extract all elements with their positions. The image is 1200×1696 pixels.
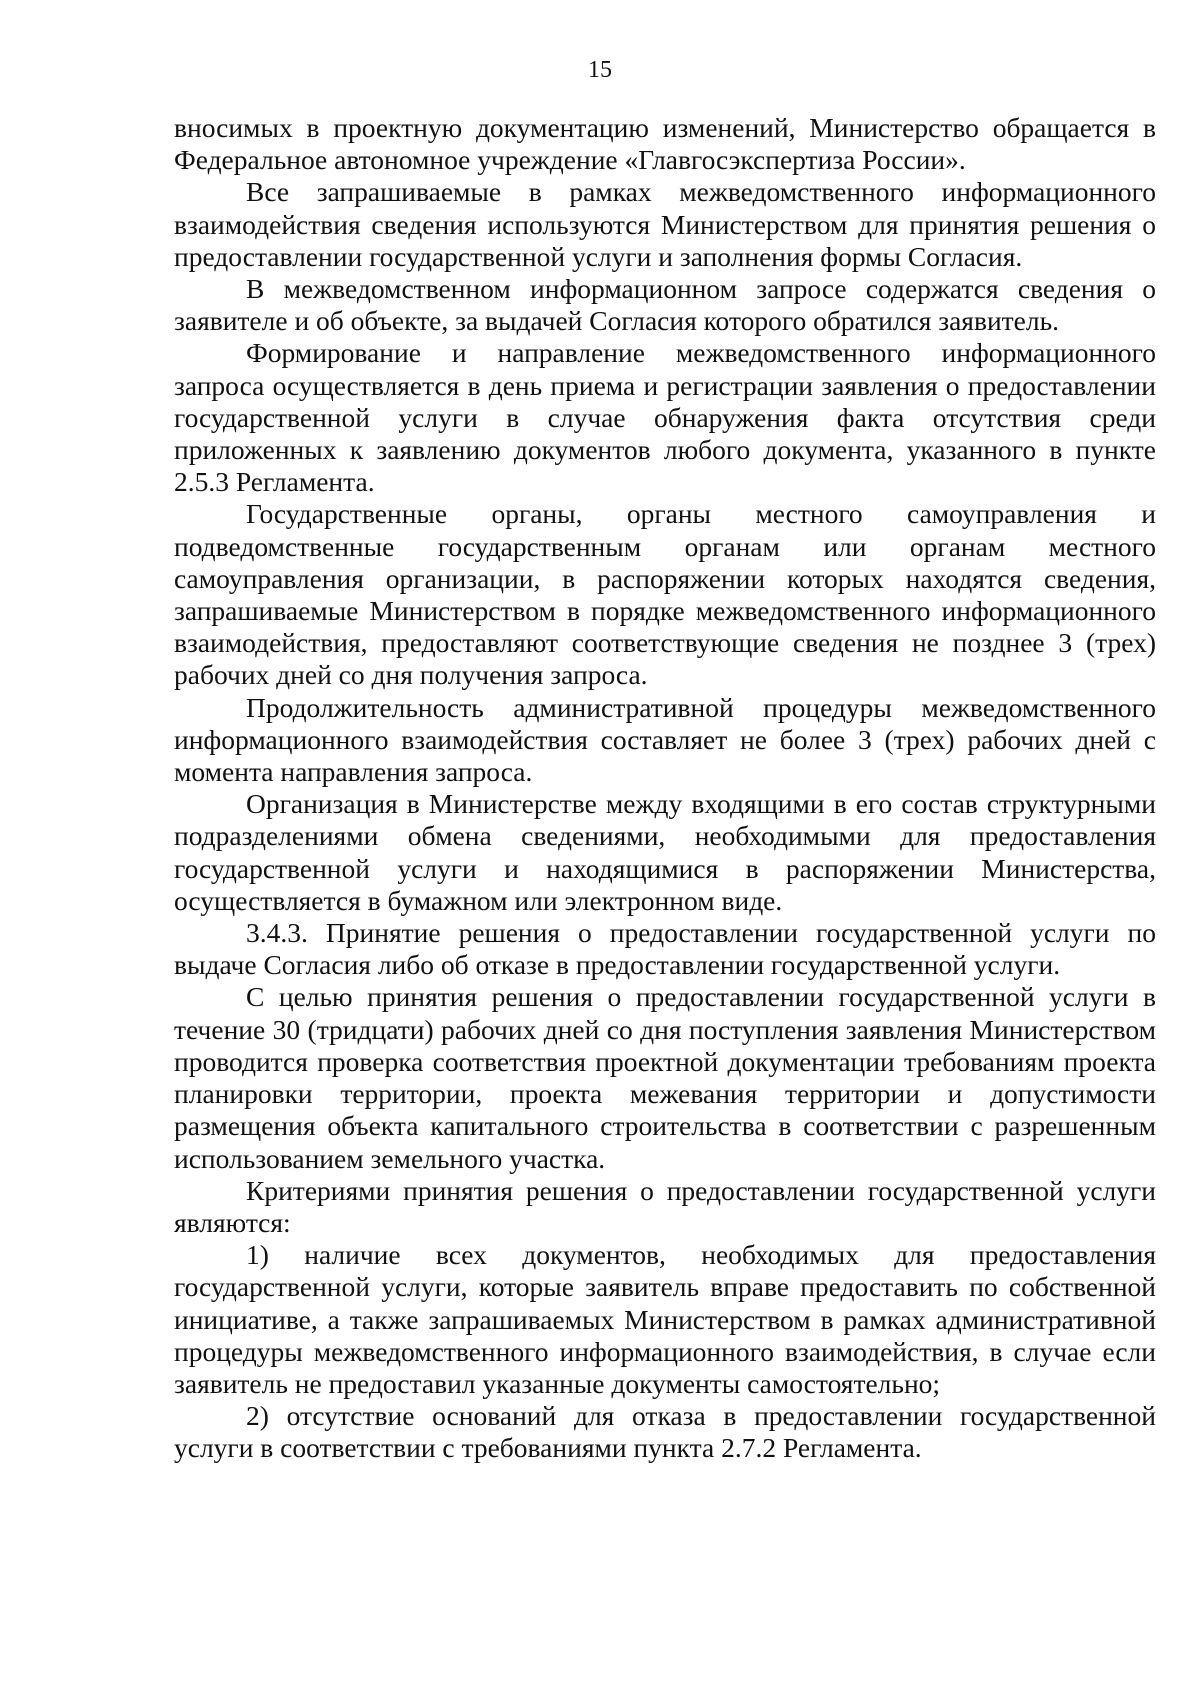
list-item-1: 1) наличие всех документов, необходимых для предоставления государственной услуги, которые заявитель вправе предоставить по собственной инициативе, а также запрашиваемых Министерством в рамках административной процедуры межведомственного информационного взаимодействия, в случае если заявитель не предоставил указанные документы самостоятельно; <box>174 1239 1156 1399</box>
paragraph: Критериями принятия решения о предоставлении государственной услуги являются: <box>174 1174 1156 1238</box>
paragraph: Продолжительность административной процедуры межведомственного информационного взаимодействия составляет не более 3 (трех) рабочих дней с момента направления запроса. <box>174 691 1156 788</box>
body-text <box>174 112 1156 1465</box>
section-heading-3-4-3: 3.4.3. Принятие решения о предоставлении государственной услуги по выдаче Согласия либо об отказе в предоставлении государственной услуги. <box>174 917 1156 981</box>
paragraph: Все запрашиваемые в рамках межведомственного информационного взаимодействия сведения используются Министерством для принятия решения о предоставлении государственной услуги и заполнения формы Согласия. <box>174 176 1156 272</box>
page-number: 15 <box>588 57 612 83</box>
paragraph-continuation: вносимых в проектную документацию изменений, Министерство обращается в Федеральное автономное учреждение «Главгосэкспертиза России». <box>174 112 1156 176</box>
paragraph: Формирование и направление межведомственного информационного запроса осуществляется в день приема и регистрации заявления о предоставлении государственной услуги в случае обнаружения факта отсутствия среди приложенных к заявлению документов любого документа, указанного в пункте 2.5.3 Регламента. <box>174 337 1156 498</box>
paragraph: В межведомственном информационном запросе содержатся сведения о заявителе и об объекте, за выдачей Согласия которого обратился заявитель. <box>174 273 1156 337</box>
paragraph: Государственные органы, органы местного самоуправления и подведомственные государственным органам или органам местного самоуправления организации, в распоряжении которых находятся сведения, запрашиваемые Министерством в порядке межведомственного информационного взаимодействия, предоставляют соответствующие сведения не позднее 3 (трех) рабочих дней со дня получения запроса. <box>174 498 1156 691</box>
paragraph: Организация в Министерстве между входящими в его состав структурными подразделениями обмена сведениями, необходимыми для предоставления государственной услуги и находящимися в распоряжении Министерства, осуществляется в бумажном или электронном виде. <box>174 788 1156 916</box>
paragraph: С целью принятия решения о предоставлении государственной услуги в течение 30 (тридцати) рабочих дней со дня поступления заявления Министерством проводится проверка соответствия проектной документации требованиям проекта планировки территории, проекта межевания территории и допустимости размещения объекта капитального строительства в соответствии с разрешенным использованием земельного участка. <box>174 981 1156 1174</box>
list-item-2: 2) отсутствие оснований для отказа в предоставлении государственной услуги в соответствии с требованиями пункта 2.7.2 Регламента. <box>174 1400 1156 1464</box>
